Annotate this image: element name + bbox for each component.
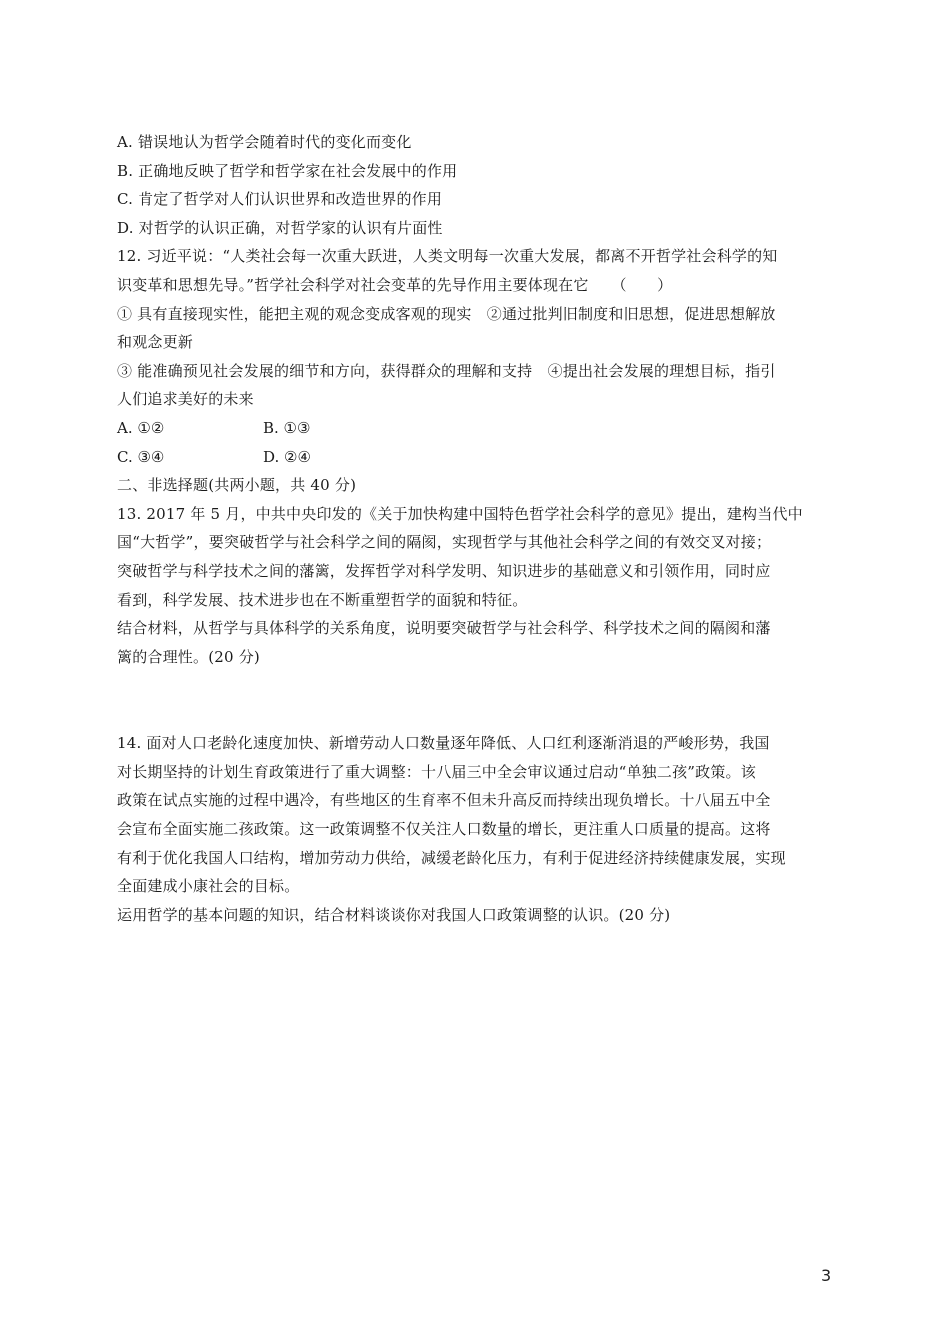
- question-13: [117, 500, 837, 672]
- answer-space: [117, 671, 837, 729]
- q12-statement-line: 人们追求美好的未来: [117, 390, 254, 409]
- page-number: 3: [821, 1266, 832, 1285]
- q13-line: 突破哲学与科学技术之间的藩篱，发挥哲学对科学发明、知识进步的基础意义和引领作用，同时应: [117, 561, 771, 580]
- q12-option-b: B. ①③: [263, 418, 311, 437]
- q13-line: 看到，科学发展、技术进步也在不断重塑哲学的面貌和特征。: [117, 590, 528, 609]
- q14-line: 对长期坚持的计划生育政策进行了重大调整：十八届三中全会审议通过启动“单独二孩”政策。该: [117, 762, 756, 781]
- question-12: [117, 242, 837, 471]
- q14-line: 运用哲学的基本问题的知识，结合材料谈谈你对我国人口政策调整的认识。(20 分): [117, 905, 671, 924]
- q14-line: 14. 面对人口老龄化速度加快、新增劳动人口数量逐年降低、人口红利逐渐消退的严峻形势，我国: [117, 734, 770, 753]
- section-heading: 二、非选择题(共两小题，共 40 分): [117, 476, 357, 495]
- q13-line: 13. 2017 年 5 月，中共中央印发的《关于加快构建中国特色哲学社会科学的意见》提出，建构当代中: [117, 504, 803, 523]
- q11-option-b: B. 正确地反映了哲学和哲学家在社会发展中的作用: [117, 161, 458, 180]
- q12-options-row: [117, 414, 837, 443]
- q12-option-c: C. ③④: [117, 447, 165, 466]
- document-page: [117, 128, 837, 929]
- q12-stem-line: 识变革和思想先导。”哲学社会科学对社会变革的先导作用主要体现在它 （ ）: [117, 275, 673, 294]
- q14-line: 有利于优化我国人口结构，增加劳动力供给，减缓老龄化压力，有利于促进经济持续健康发展，实现: [117, 848, 786, 867]
- q14-line: 全面建成小康社会的目标。: [117, 877, 300, 896]
- question-14: [117, 729, 837, 929]
- q13-line: 结合材料，从哲学与具体科学的关系角度，说明要突破哲学与社会科学、科学技术之间的隔阂和藩: [117, 619, 771, 638]
- q14-line: 政策在试点实施的过程中遇冷，有些地区的生育率不但未升高反而持续出现负增长。十八届五中全: [117, 791, 771, 810]
- q14-line: 会宣布全面实施二孩政策。这一政策调整不仅关注人口数量的增长，更注重人口质量的提高。这将: [117, 820, 771, 839]
- q13-line: 国“大哲学”，要突破哲学与社会科学之间的隔阂，实现哲学与其他社会科学之间的有效交叉对接；: [117, 533, 772, 552]
- q12-stem-line: 12. 习近平说：“人类社会每一次重大跃进，人类文明每一次重大发展，都离不开哲学社会科学的知: [117, 247, 778, 266]
- q12-statement-line: ① 具有直接现实性，能把主观的观念变成客观的现实 ②通过批判旧制度和旧思想，促进思想解放: [117, 304, 776, 323]
- q11-option-a: A. 错误地认为哲学会随着时代的变化而变化: [117, 133, 412, 151]
- q11-option-c: C. 肯定了哲学对人们认识世界和改造世界的作用: [117, 190, 443, 209]
- q12-statement-line: ③ 能准确预见社会发展的细节和方向，获得群众的理解和支持 ④提出社会发展的理想目标，指引: [117, 361, 776, 380]
- q12-option-d: D. ②④: [263, 447, 311, 466]
- q12-options-row: [117, 443, 837, 472]
- q13-line: 篱的合理性。(20 分): [117, 647, 260, 666]
- q12-statement-line: 和观念更新: [117, 333, 194, 352]
- q12-option-a: A. ①②: [117, 418, 165, 437]
- q11-option-d: D. 对哲学的认识正确，对哲学家的认识有片面性: [117, 218, 443, 237]
- question-11-options: [117, 128, 837, 242]
